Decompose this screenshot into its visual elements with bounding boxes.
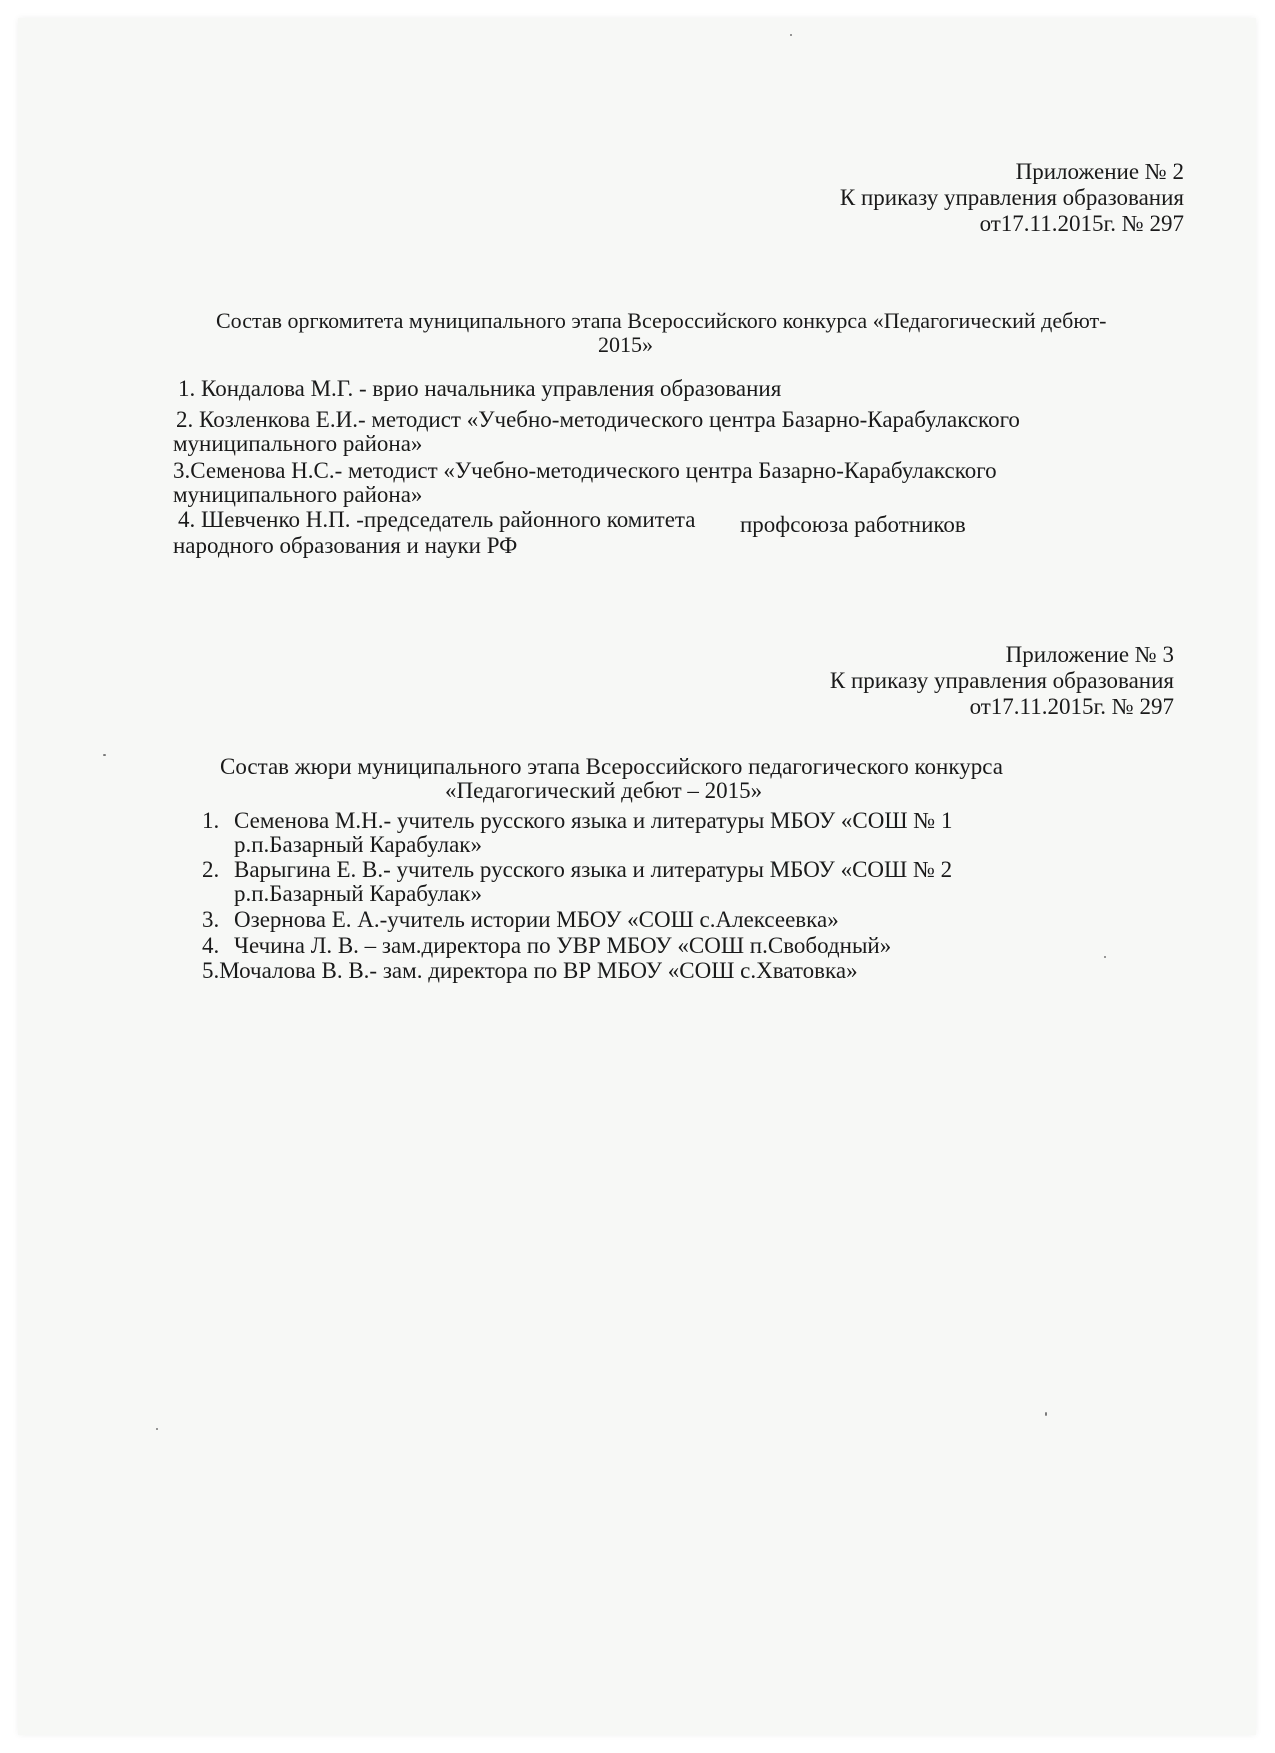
- appendix-3-title: Приложение № 3: [1005, 642, 1174, 667]
- appendix-2-order: К приказу управления образования: [839, 185, 1184, 210]
- scan-speck: [790, 34, 792, 36]
- jury-item-2-line1: Варыгина Е. В.- учитель русского языка и литературы МБОУ «СОШ № 2: [234, 857, 953, 882]
- jury-item-3-num: 3.: [202, 907, 220, 932]
- orgcommittee-item-3: 3.Семенова Н.С.- методист «Учебно-методического центра Базарно-Карабулакского: [173, 458, 997, 483]
- appendix-2-title: Приложение № 2: [1015, 159, 1184, 184]
- jury-heading-line2: «Педагогический дебют – 2015»: [445, 778, 763, 803]
- appendix-3-order: К приказу управления образования: [829, 668, 1174, 693]
- jury-item-4-line1: Чечина Л. В. – зам.директора по УВР МБОУ «СОШ п.Свободный»: [234, 933, 892, 958]
- scan-speck: [103, 754, 106, 756]
- appendix-3-date: от17.11.2015г. № 297: [969, 694, 1174, 719]
- orgcommittee-item-1: 1. Кондалова М.Г. - врио начальника управления образования: [178, 376, 782, 401]
- scan-speck: [1045, 1412, 1047, 1416]
- jury-item-2-num: 2.: [202, 857, 220, 882]
- jury-item-3-line1: Озернова Е. А.-учитель истории МБОУ «СОШ с.Алексеевка»: [234, 907, 839, 932]
- orgcommittee-item-2: 2. Козленкова Е.И.- методист «Учебно-методического центра Базарно-Карабулакского: [176, 407, 1020, 432]
- jury-heading-line1: Состав жюри муниципального этапа Всероссийского педагогического конкурса: [220, 754, 1003, 779]
- jury-item-4-num: 4.: [202, 933, 220, 958]
- appendix-2-date: от17.11.2015г. № 297: [979, 211, 1184, 236]
- jury-item-1-line1: Семенова М.Н.- учитель русского языка и литературы МБОУ «СОШ № 1: [234, 808, 953, 833]
- orgcommittee-item-4: 4. Шевченко Н.П. -председатель районного комитета: [178, 507, 696, 532]
- jury-item-2-line2: р.п.Базарный Карабулак»: [234, 881, 482, 906]
- document-page: [18, 18, 1256, 1735]
- orgcommittee-item-2-cont: муниципального района»: [173, 431, 423, 456]
- jury-item-5-line1: 5.Мочалова В. В.- зам. директора по ВР МБОУ «СОШ с.Хватовка»: [202, 958, 858, 983]
- orgcommittee-heading-line2: 2015»: [598, 332, 653, 357]
- orgcommittee-heading-line1: Состав оргкомитета муниципального этапа Всероссийского конкурса «Педагогический дебют-: [216, 308, 1107, 333]
- orgcommittee-item-3-cont: муниципального района»: [173, 482, 423, 507]
- scan-speck: [156, 1428, 158, 1430]
- orgcommittee-item-4-cont: народного образования и науки РФ: [173, 533, 518, 558]
- jury-item-1-num: 1.: [202, 808, 220, 833]
- orgcommittee-item-4-gap: профсоюза работников: [740, 512, 966, 537]
- scan-speck: [1104, 956, 1106, 958]
- jury-item-1-line2: р.п.Базарный Карабулак»: [234, 832, 482, 857]
